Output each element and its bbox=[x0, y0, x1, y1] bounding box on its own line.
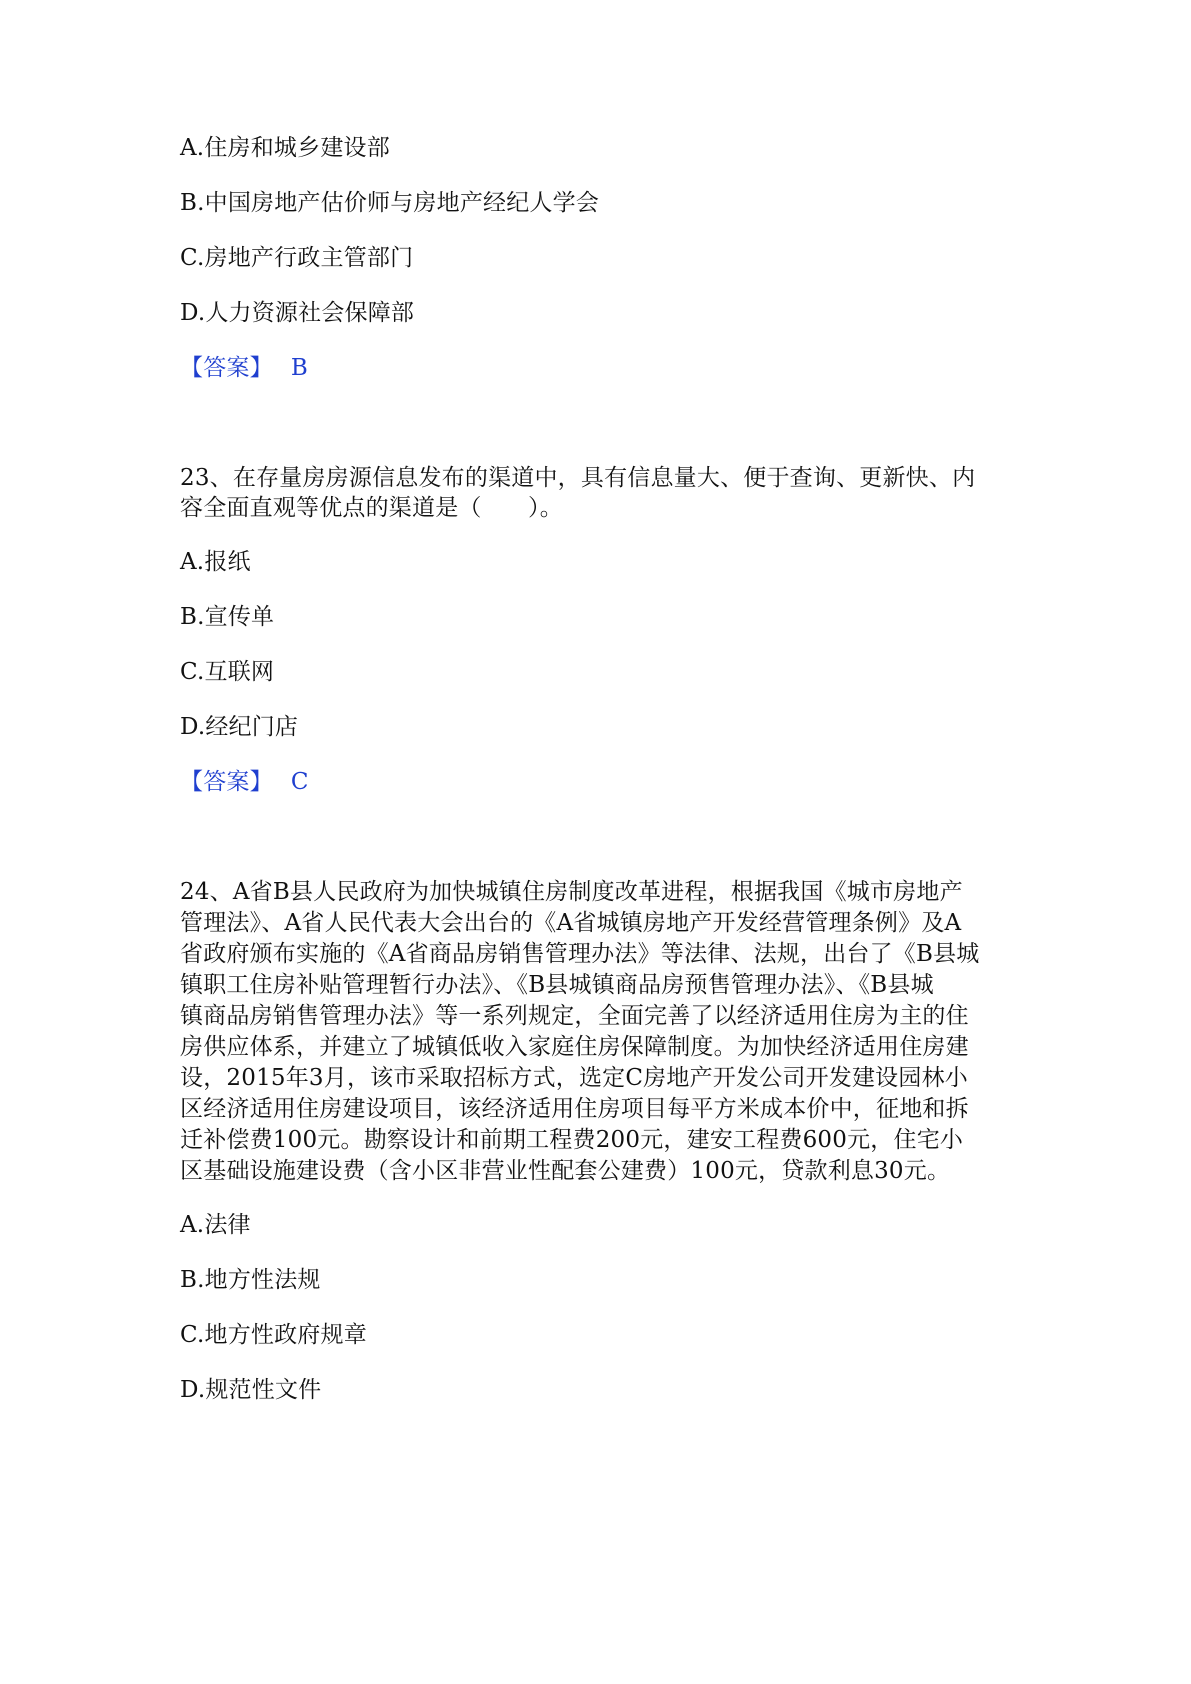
q24-stem-line-3: 省政府颁布实施的《A省商品房销售管理办法》等法律、法规，出台了《B县城 bbox=[180, 941, 980, 967]
q23-stem-line-1: 23、在存量房房源信息发布的渠道中，具有信息量大、便于查询、更新快、内 bbox=[180, 465, 976, 491]
q23-stem-line-2: 容全面直观等优点的渠道是（ ）。 bbox=[180, 495, 563, 521]
q23-answer bbox=[180, 766, 1020, 798]
q23-answer-label: 【答案】 bbox=[180, 769, 273, 795]
q22-answer-label: 【答案】 bbox=[180, 355, 273, 381]
q23-option-a: A.报纸 bbox=[180, 549, 251, 575]
q24-stem-line-4: 镇职工住房补贴管理暂行办法》、《B县城镇商品房预售管理办法》、《B县城 bbox=[180, 972, 934, 998]
q24-stem-line-6: 房供应体系，并建立了城镇低收入家庭住房保障制度。为加快经济适用住房建 bbox=[180, 1034, 969, 1060]
q23-option-c: C.互联网 bbox=[180, 659, 275, 685]
q22-answer-value: B bbox=[290, 355, 308, 381]
q23-answer-value: C bbox=[290, 769, 309, 795]
q24-stem-line-9: 迁补偿费100元。勘察设计和前期工程费200元，建安工程费600元，住宅小 bbox=[180, 1127, 964, 1153]
q24-stem-line-1: 24、A省B县人民政府为加快城镇住房制度改革进程，根据我国《城市房地产 bbox=[180, 879, 963, 905]
q22-option-a: A.住房和城乡建设部 bbox=[180, 135, 390, 161]
q23-option-d: D.经纪门店 bbox=[180, 714, 299, 740]
q24-stem-line-10: 区基础设施建设费（含小区非营业性配套公建费）100元，贷款利息30元。 bbox=[180, 1158, 951, 1184]
q22-option-b: B.中国房地产估价师与房地产经纪人学会 bbox=[180, 190, 600, 216]
q23-option-b: B.宣传单 bbox=[180, 604, 275, 630]
q22-option-c: C.房地产行政主管部门 bbox=[180, 245, 414, 271]
q22-answer bbox=[180, 352, 1020, 384]
q24-option-d: D.规范性文件 bbox=[180, 1377, 322, 1403]
q22-option-d: D.人力资源社会保障部 bbox=[180, 300, 415, 326]
q24-stem-line-7: 设，2015年3月，该市采取招标方式，选定C房地产开发公司开发建设园林小 bbox=[180, 1065, 968, 1091]
q24-option-a: A.法律 bbox=[180, 1212, 251, 1238]
q24-option-b: B.地方性法规 bbox=[180, 1267, 321, 1293]
q24-stem-line-2: 管理法》、A省人民代表大会出台的《A省城镇房地产开发经营管理条例》及A bbox=[180, 910, 962, 936]
q24-stem-line-5: 镇商品房销售管理办法》等一系列规定，全面完善了以经济适用住房为主的住 bbox=[180, 1003, 969, 1029]
q24-stem-line-8: 区经济适用住房建设项目，该经济适用住房项目每平方米成本价中，征地和拆 bbox=[180, 1096, 969, 1122]
q24-option-c: C.地方性政府规章 bbox=[180, 1322, 367, 1348]
